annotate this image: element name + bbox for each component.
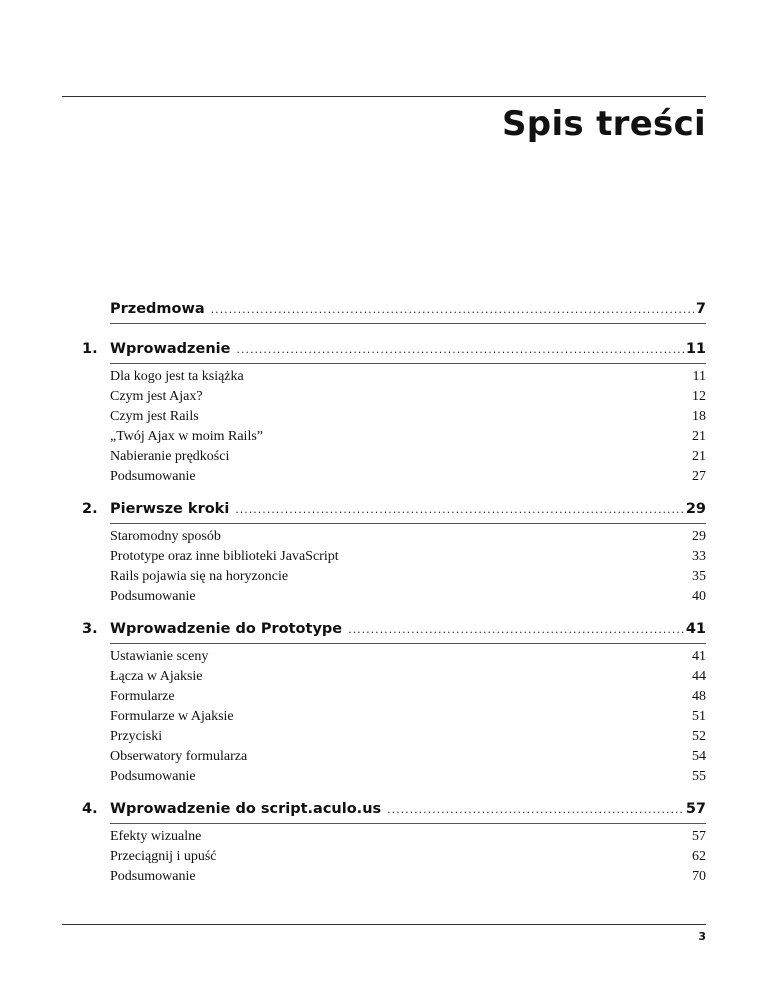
- section-title: Czym jest Ajax?: [110, 389, 203, 404]
- section-entry[interactable]: [0, 467, 768, 487]
- section-entry[interactable]: [0, 847, 768, 867]
- chapter-number: 3.: [82, 621, 98, 637]
- section-title: Prototype oraz inne biblioteki JavaScript: [110, 549, 339, 564]
- chapter-title[interactable]: Wprowadzenie do script.aculo.us: [110, 801, 382, 817]
- section-entry[interactable]: [0, 567, 768, 587]
- section-page: 48: [692, 689, 706, 704]
- section-title: Podsumowanie: [110, 589, 196, 604]
- section-page: 41: [692, 649, 706, 664]
- chapter-number: 2.: [82, 501, 98, 517]
- section-entry[interactable]: [0, 447, 768, 467]
- section-list: [0, 367, 768, 487]
- section-page: 21: [692, 429, 706, 444]
- section-title: Dla kogo jest ta książka: [110, 369, 244, 384]
- section-page: 54: [692, 749, 706, 764]
- section-page: 12: [692, 389, 706, 404]
- section-list: [0, 647, 768, 787]
- toc-chapter: [0, 341, 768, 487]
- section-title: Łącza w Ajaksie: [110, 669, 203, 684]
- chapter-rule: [110, 643, 706, 644]
- dot-leader: [387, 803, 684, 816]
- section-entry[interactable]: [0, 867, 768, 887]
- section-entry[interactable]: [0, 667, 768, 687]
- section-entry[interactable]: [0, 727, 768, 747]
- chapter-number: 1.: [82, 341, 98, 357]
- dot-leader: [211, 303, 694, 316]
- bottom-rule: [62, 924, 706, 925]
- section-entry[interactable]: [0, 687, 768, 707]
- chapter-rule: [110, 523, 706, 524]
- section-title: Formularze: [110, 689, 175, 704]
- toc-chapter: [0, 501, 768, 607]
- section-page: 29: [692, 529, 706, 544]
- section-title: Czym jest Rails: [110, 409, 199, 424]
- section-entry[interactable]: [0, 587, 768, 607]
- table-of-contents: [0, 301, 768, 901]
- section-entry[interactable]: [0, 647, 768, 667]
- chapter-rule: [110, 323, 706, 324]
- preface-page: 7: [695, 301, 706, 317]
- section-page: 62: [692, 849, 706, 864]
- section-entry[interactable]: [0, 387, 768, 407]
- chapter-title[interactable]: Wprowadzenie: [110, 341, 231, 357]
- section-title: Formularze w Ajaksie: [110, 709, 234, 724]
- section-page: 52: [692, 729, 706, 744]
- chapter-page: 57: [685, 801, 706, 817]
- section-title: Podsumowanie: [110, 769, 196, 784]
- section-page: 40: [692, 589, 706, 604]
- section-entry[interactable]: [0, 827, 768, 847]
- section-entry[interactable]: [0, 527, 768, 547]
- toc-chapter: [0, 621, 768, 787]
- dot-leader: [348, 623, 684, 636]
- top-rule: [62, 96, 706, 97]
- page-title: Spis treści: [502, 104, 706, 144]
- preface-title[interactable]: Przedmowa: [110, 301, 205, 317]
- chapter-page: 41: [685, 621, 706, 637]
- chapter-page: 11: [685, 341, 706, 357]
- chapter-title[interactable]: Pierwsze kroki: [110, 501, 230, 517]
- section-list: [0, 827, 768, 887]
- section-title: Przyciski: [110, 729, 163, 744]
- section-page: 70: [692, 869, 706, 884]
- section-title: Rails pojawia się na horyzoncie: [110, 569, 289, 584]
- section-title: „Twój Ajax w moim Rails”: [110, 429, 264, 444]
- section-title: Ustawianie sceny: [110, 649, 209, 664]
- section-title: Przeciągnij i upuść: [110, 849, 217, 864]
- section-title: Podsumowanie: [110, 869, 196, 884]
- section-entry[interactable]: [0, 747, 768, 767]
- toc-preface: [0, 301, 768, 323]
- section-title: Podsumowanie: [110, 469, 196, 484]
- section-title: Staromodny sposób: [110, 529, 221, 544]
- section-page: 18: [692, 409, 706, 424]
- section-page: 21: [692, 449, 706, 464]
- dot-leader: [236, 343, 683, 356]
- chapter-number: 4.: [82, 801, 98, 817]
- section-page: 55: [692, 769, 706, 784]
- section-page: 11: [692, 369, 706, 384]
- section-entry[interactable]: [0, 707, 768, 727]
- section-title: Nabieranie prędkości: [110, 449, 230, 464]
- section-entry[interactable]: [0, 427, 768, 447]
- dot-leader: [235, 503, 684, 516]
- chapter-page: 29: [685, 501, 706, 517]
- chapter-rule: [110, 363, 706, 364]
- section-title: Efekty wizualne: [110, 829, 202, 844]
- section-title: Obserwatory formularza: [110, 749, 248, 764]
- section-page: 57: [692, 829, 706, 844]
- section-entry[interactable]: [0, 367, 768, 387]
- section-page: 44: [692, 669, 706, 684]
- chapter-title[interactable]: Wprowadzenie do Prototype: [110, 621, 343, 637]
- chapter-rule: [110, 823, 706, 824]
- section-page: 27: [692, 469, 706, 484]
- section-entry[interactable]: [0, 767, 768, 787]
- page-number: 3: [698, 930, 706, 943]
- toc-chapter: [0, 801, 768, 887]
- section-page: 51: [692, 709, 706, 724]
- section-page: 33: [692, 549, 706, 564]
- section-entry[interactable]: [0, 407, 768, 427]
- section-page: 35: [692, 569, 706, 584]
- section-list: [0, 527, 768, 607]
- section-entry[interactable]: [0, 547, 768, 567]
